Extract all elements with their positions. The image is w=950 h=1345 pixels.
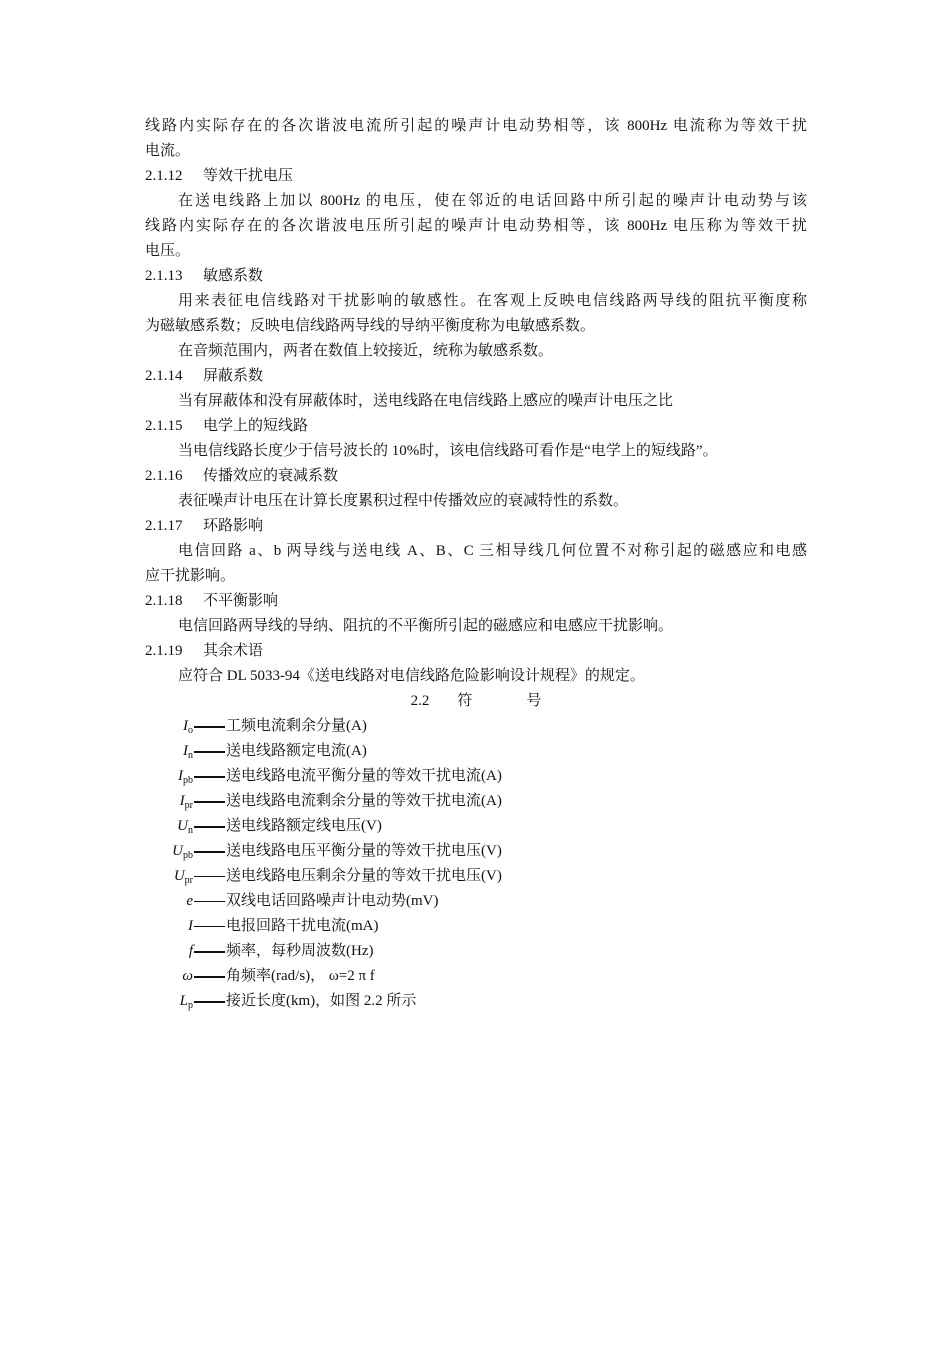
symbol-description: 频率，每秒周波数(Hz): [226, 943, 374, 959]
symbol-definition: [145, 939, 807, 964]
symbol: [145, 789, 193, 814]
term-title: 环路影响: [203, 518, 264, 534]
section-number: 2.2: [410, 693, 430, 709]
paragraph-line: 电流。: [145, 143, 191, 159]
paragraph-line: 线路内实际存在的各次谐波电压所引起的噪声计电动势相等，该 800Hz 电压称为等效干扰: [145, 218, 807, 234]
symbol-description: 送电线路电压剩余分量的等效干扰电压(V): [226, 868, 502, 884]
paragraph-line: 应符合 DL 5033-94《送电线路对电信线路危险影响设计规程》的规定。: [178, 668, 645, 684]
dash-separator: [194, 839, 225, 853]
dash-separator: [194, 714, 225, 728]
paragraph-line: 在音频范围内，两者在数值上较接近，统称为敏感系数。: [178, 343, 554, 359]
symbol-definition: [145, 914, 807, 939]
dash-separator: [194, 889, 225, 902]
paragraph-line: 电信回路两导线的导纳、阻抗的不平衡所引起的磁感应和电感应干扰影响。: [178, 618, 674, 634]
paragraph-line: 电信回路 a、b 两导线与送电线 A、B、C 三相导线几何位置不对称引起的磁感应和电感: [178, 543, 807, 559]
symbol-definition: [145, 739, 807, 764]
symbol-definition: [145, 964, 807, 989]
term-title: 屏蔽系数: [203, 368, 264, 384]
symbol-letter: I: [188, 918, 193, 934]
term-heading: [145, 414, 807, 439]
section-heading-symbols: [145, 689, 807, 714]
dash-separator: [194, 939, 225, 953]
symbol: [145, 889, 193, 914]
symbol: [145, 839, 193, 864]
symbol-subscript: p: [188, 1000, 193, 1011]
symbol-letter: f: [188, 943, 193, 959]
symbol-description: 送电线路额定线电压(V): [226, 818, 382, 834]
symbol-subscript: pr: [184, 800, 193, 811]
term-heading: [145, 589, 807, 614]
symbol-definition: [145, 839, 807, 864]
symbol-letter: I: [178, 768, 183, 784]
symbol-description: 工频电流剩余分量(A): [226, 718, 367, 734]
symbol-letter: e: [186, 893, 193, 909]
term-number: 2.1.18: [145, 593, 183, 609]
symbol: [145, 964, 193, 989]
dash-separator: [194, 789, 225, 803]
symbol-description: 角频率(rad/s)， ω=2 π f: [226, 968, 375, 984]
symbol-letter: U: [173, 868, 185, 884]
term-number: 2.1.13: [145, 268, 183, 284]
term-title: 不平衡影响: [203, 593, 279, 609]
paragraph-line: 用来表征电信线路对干扰影响的敏感性。在客观上反映电信线路两导线的阻抗平衡度称: [178, 293, 807, 309]
term-heading: [145, 264, 807, 289]
symbol: [145, 714, 193, 739]
term-title: 传播效应的衰减系数: [203, 468, 339, 484]
dash-separator: [194, 989, 225, 1003]
symbol: [145, 864, 193, 889]
term-heading: [145, 639, 807, 664]
paragraph-line: 电压。: [145, 243, 191, 259]
dash-separator: [194, 739, 225, 753]
symbol-letter: I: [183, 743, 188, 759]
paragraph-line: 表征噪声计电压在计算长度累积过程中传播效应的衰减特性的系数。: [178, 493, 629, 509]
symbol-description: 电报回路干扰电流(mA): [226, 918, 379, 934]
symbol-description: 送电线路电流剩余分量的等效干扰电流(A): [226, 793, 502, 809]
symbol-definition: [145, 889, 807, 914]
term-heading: [145, 514, 807, 539]
dash-separator: [194, 764, 225, 778]
term-heading: [145, 364, 807, 389]
paragraph-line: 在送电线路上加以 800Hz 的电压，使在邻近的电话回路中所引起的噪声计电动势与该: [178, 193, 807, 209]
symbol-subscript: n: [188, 825, 193, 836]
term-heading: [145, 164, 807, 189]
symbol-definition: [145, 989, 807, 1014]
term-heading: [145, 464, 807, 489]
dash-separator: [194, 814, 225, 828]
symbol-subscript: pb: [183, 775, 193, 786]
term-number: 2.1.19: [145, 643, 183, 659]
term-title: 等效干扰电压: [203, 168, 294, 184]
symbol: [145, 939, 193, 964]
dash-separator: [194, 964, 225, 978]
symbol-letter: L: [179, 993, 188, 1009]
symbol: [145, 814, 193, 839]
symbol-list: [145, 714, 807, 1014]
symbol-definition: [145, 864, 807, 889]
symbol-definition: [145, 789, 807, 814]
symbol-description: 送电线路电压平衡分量的等效干扰电压(V): [226, 843, 502, 859]
symbol-letter: I: [179, 793, 185, 809]
section-title-part: 符: [457, 693, 473, 709]
symbol-letter: U: [172, 843, 183, 859]
paragraph-line: 当电信线路长度少于信号波长的 10%时，该电信线路可看作是“电学上的短线路”。: [178, 443, 718, 459]
symbol-description: 送电线路额定电流(A): [226, 743, 367, 759]
term-title: 电学上的短线路: [203, 418, 309, 434]
paragraph-line: 应干扰影响。: [145, 568, 236, 584]
section-title-part: 号: [526, 693, 542, 709]
symbol-letter: ω: [182, 968, 193, 984]
term-number: 2.1.17: [145, 518, 183, 534]
paragraph-line: 线路内实际存在的各次谐波电流所引起的噪声计电动势相等，该 800Hz 电流称为等效干扰: [145, 118, 807, 134]
symbol: [145, 989, 193, 1014]
term-number: 2.1.16: [145, 468, 183, 484]
symbol-subscript: pr: [184, 875, 193, 886]
symbol-subscript: pb: [183, 850, 193, 861]
symbol-description: 接近长度(km)，如图 2.2 所示: [226, 993, 417, 1009]
symbol-description: 送电线路电流平衡分量的等效干扰电流(A): [226, 768, 502, 784]
term-number: 2.1.12: [145, 168, 183, 184]
terms-section: [145, 114, 807, 689]
document-body: [145, 114, 807, 1014]
term-number: 2.1.15: [145, 418, 183, 434]
symbol-definition: [145, 714, 807, 739]
term-title: 敏感系数: [203, 268, 264, 284]
symbol: [145, 914, 193, 939]
paragraph-line: 为磁敏感系数；反映电信线路两导线的导纳平衡度称为电敏感系数。: [145, 318, 596, 334]
dash-separator: [194, 864, 225, 877]
symbol-definition: [145, 764, 807, 789]
symbol-description: 双线电话回路噪声计电动势(mV): [226, 893, 439, 909]
symbol: [145, 764, 193, 789]
symbol-letter: U: [177, 818, 188, 834]
paragraph-line: 当有屏蔽体和没有屏蔽体时，送电线路在电信线路上感应的噪声计电压之比: [178, 393, 674, 409]
dash-separator: [194, 914, 225, 927]
symbol: [145, 739, 193, 764]
symbol-subscript: n: [188, 750, 193, 761]
symbol-letter: I: [183, 718, 188, 734]
symbol-subscript: o: [188, 725, 193, 736]
term-title: 其余术语: [203, 643, 264, 659]
symbol-definition: [145, 814, 807, 839]
term-number: 2.1.14: [145, 368, 183, 384]
